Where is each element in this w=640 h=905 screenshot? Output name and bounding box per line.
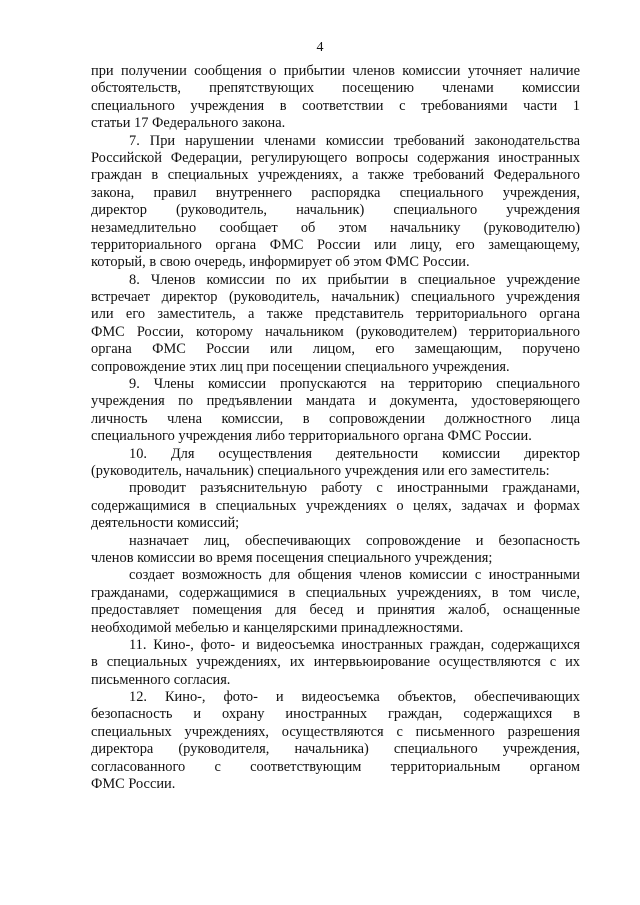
text-line: личность члена комиссии, в сопровождении должностного лица [91, 410, 580, 427]
text-line: закона, правил внутреннего распорядка специального учреждения, [91, 184, 580, 201]
text-line: 10. Для осуществления деятельности комиссии директор [129, 445, 580, 462]
text-line: (руководитель, начальник) специального учреждения или его заместитель: [91, 462, 550, 479]
text-line: 9. Члены комиссии пропускаются на территорию специального [129, 376, 580, 393]
text-line: который, в свою очередь, информирует об этом ФМС России. [91, 254, 470, 271]
text-line: 7. При нарушении членами комиссии требований законодательства [129, 132, 580, 149]
text-line: согласованного с соответствующим территориальным органом [91, 758, 580, 775]
text-line: обстоятельств, препятствующих посещению членами комиссии [91, 80, 580, 97]
text-line: в специальных учреждениях, их интервьюирование осуществляются с их [91, 654, 580, 671]
text-line: при получении сообщения о прибытии членов комиссии уточняет наличие [91, 63, 580, 79]
text-line: предоставляет помещения для бесед и принятия жалоб, оснащенные [91, 602, 580, 619]
text-line: письменного согласия. [91, 671, 231, 688]
text-line: 8. Членов комиссии по их прибытии в специальное учреждение [129, 271, 580, 288]
text-line: статьи 17 Федерального закона. [91, 115, 286, 132]
text-line: членов комиссии во время посещения специального учреждения; [91, 549, 493, 566]
text-line: 11. Кино-, фото- и видеосъемка иностранных граждан, содержащихся [129, 636, 580, 653]
text-line: назначает лиц, обеспечивающих сопровождение и безопасность [129, 532, 580, 549]
text-line: создает возможность для общения членов комиссии с иностранными [129, 567, 580, 584]
text-line: ФМС России, которому начальником (руководителем) территориального [91, 323, 580, 340]
text-line: директор (руководитель, начальник) специального учреждения [91, 202, 580, 219]
text-line: безопасность и охрану иностранных граждан, содержащихся в [91, 706, 580, 723]
text-line: учреждения по предъявлении мандата и документа, удостоверяющего [91, 393, 580, 410]
text-line: или его заместитель, а также представитель территориального органа [91, 306, 580, 323]
text-line: 12. Кино-, фото- и видеосъемка объектов, обеспечивающих [129, 689, 580, 706]
text-line: содержащимися в специальных учреждениях о целях, задачах и формах [91, 497, 580, 514]
document-body [91, 63, 580, 793]
text-line: необходимой мебелью и канцелярскими принадлежностями. [91, 619, 464, 636]
text-line: специального учреждения в соответствии с требованиями части 1 [91, 97, 580, 114]
text-line: ФМС России. [91, 776, 176, 793]
text-line: территориального органа ФМС России или лицу, его замещающему, [91, 236, 580, 253]
text-line: встречает директор (руководитель, начальник) специального учреждения [91, 289, 580, 306]
page-number: 4 [316, 40, 324, 55]
text-line: гражданами, содержащимися в специальных учреждениях, в том числе, [91, 584, 580, 601]
text-line: специальных учреждениях, осуществляются с письменного разрешения [91, 723, 580, 740]
text-line: Российской Федерации, регулирующего вопросы содержания иностранных [91, 149, 580, 166]
text-line: деятельности комиссий; [91, 515, 240, 532]
text-line: проводит разъяснительную работу с иностранными гражданами, [129, 480, 580, 497]
text-line: специального учреждения либо территориального органа ФМС России. [91, 428, 532, 445]
text-line: директора (руководителя, начальника) специального учреждения, [91, 741, 580, 758]
text-line: незамедлительно сообщает об этом начальнику (руководителю) [91, 219, 580, 236]
text-line: граждан в специальных учреждениях, а также требований Федерального [91, 167, 580, 184]
text-line: сопровождение этих лиц при посещении специального учреждения. [91, 358, 510, 375]
text-line: органа ФМС России или лицом, его замещающим, поручено [91, 341, 580, 358]
